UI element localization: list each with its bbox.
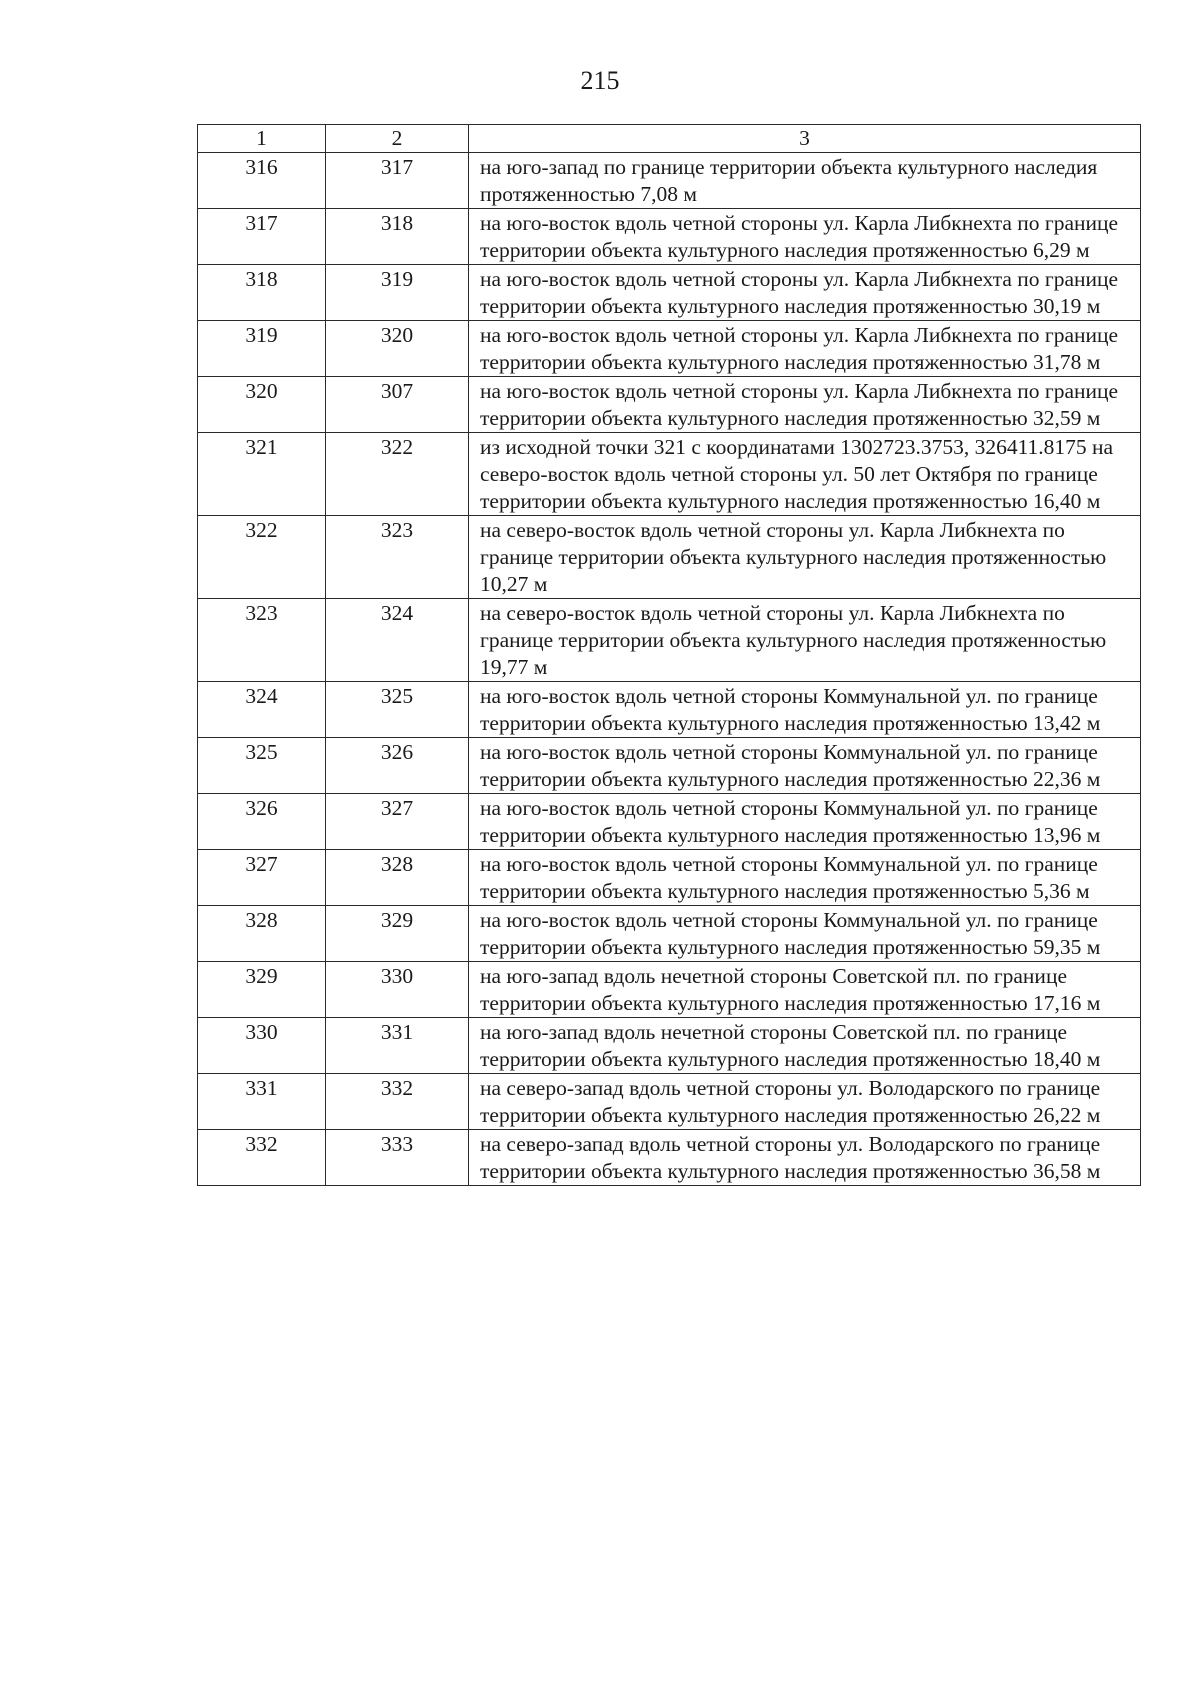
- from-point-cell: 320: [198, 377, 326, 433]
- boundary-table: [197, 124, 1141, 1186]
- to-point-cell: 326: [326, 738, 469, 794]
- description-cell: на северо-запад вдоль четной стороны ул. Володарского по границе территории объекта культурного наследия протяженностью 26,22 м: [469, 1074, 1141, 1130]
- to-point-cell: 331: [326, 1018, 469, 1074]
- table-row: [198, 682, 1141, 738]
- to-point-cell: 323: [326, 516, 469, 599]
- column-header-from-point: 1: [198, 125, 326, 153]
- to-point-cell: 325: [326, 682, 469, 738]
- table-row: [198, 433, 1141, 516]
- description-cell: на юго-запад вдоль нечетной стороны Советской пл. по границе территории объекта культурного наследия протяженностью 18,40 м: [469, 1018, 1141, 1074]
- table-row: [198, 794, 1141, 850]
- to-point-cell: 317: [326, 153, 469, 209]
- description-cell: на юго-восток вдоль четной стороны Коммунальной ул. по границе территории объекта культурного наследия протяженностью 13,96 м: [469, 794, 1141, 850]
- to-point-cell: 322: [326, 433, 469, 516]
- from-point-cell: 323: [198, 599, 326, 682]
- description-cell: на юго-восток вдоль четной стороны Коммунальной ул. по границе территории объекта культурного наследия протяженностью 13,42 м: [469, 682, 1141, 738]
- to-point-cell: 332: [326, 1074, 469, 1130]
- from-point-cell: 322: [198, 516, 326, 599]
- to-point-cell: 320: [326, 321, 469, 377]
- table-row: [198, 377, 1141, 433]
- description-cell: на юго-восток вдоль четной стороны ул. Карла Либкнехта по границе территории объекта культурного наследия протяженностью 32,59 м: [469, 377, 1141, 433]
- description-cell: на юго-запад по границе территории объекта культурного наследия протяженностью 7,08 м: [469, 153, 1141, 209]
- to-point-cell: 329: [326, 906, 469, 962]
- to-point-cell: 333: [326, 1130, 469, 1186]
- from-point-cell: 316: [198, 153, 326, 209]
- description-cell: из исходной точки 321 с координатами 1302723.3753, 326411.8175 на северо-восток вдоль четной стороны ул. 50 лет Октября по границе территории объекта культурного наследия протяженностью 16,40 м: [469, 433, 1141, 516]
- from-point-cell: 331: [198, 1074, 326, 1130]
- from-point-cell: 327: [198, 850, 326, 906]
- column-header-description: 3: [469, 125, 1141, 153]
- description-cell: на северо-восток вдоль четной стороны ул. Карла Либкнехта по границе территории объекта культурного наследия протяженностью 19,77 м: [469, 599, 1141, 682]
- table-row: [198, 1074, 1141, 1130]
- to-point-cell: 328: [326, 850, 469, 906]
- from-point-cell: 326: [198, 794, 326, 850]
- description-cell: на юго-восток вдоль четной стороны Коммунальной ул. по границе территории объекта культурного наследия протяженностью 22,36 м: [469, 738, 1141, 794]
- from-point-cell: 321: [198, 433, 326, 516]
- table-row: [198, 1130, 1141, 1186]
- table-row: [198, 962, 1141, 1018]
- page-number: 215: [580, 66, 620, 95]
- from-point-cell: 324: [198, 682, 326, 738]
- table-row: [198, 906, 1141, 962]
- description-cell: на юго-восток вдоль четной стороны ул. Карла Либкнехта по границе территории объекта культурного наследия протяженностью 31,78 м: [469, 321, 1141, 377]
- to-point-cell: 324: [326, 599, 469, 682]
- description-cell: на юго-запад вдоль нечетной стороны Советской пл. по границе территории объекта культурного наследия протяженностью 17,16 м: [469, 962, 1141, 1018]
- table-row: [198, 153, 1141, 209]
- table-row: [198, 321, 1141, 377]
- from-point-cell: 330: [198, 1018, 326, 1074]
- from-point-cell: 319: [198, 321, 326, 377]
- from-point-cell: 318: [198, 265, 326, 321]
- to-point-cell: 307: [326, 377, 469, 433]
- table-row: [198, 738, 1141, 794]
- from-point-cell: 325: [198, 738, 326, 794]
- description-cell: на юго-восток вдоль четной стороны Коммунальной ул. по границе территории объекта культурного наследия протяженностью 59,35 м: [469, 906, 1141, 962]
- from-point-cell: 329: [198, 962, 326, 1018]
- to-point-cell: 327: [326, 794, 469, 850]
- table-row: [198, 516, 1141, 599]
- table-row: [198, 850, 1141, 906]
- from-point-cell: 332: [198, 1130, 326, 1186]
- column-header-to-point: 2: [326, 125, 469, 153]
- description-cell: на северо-восток вдоль четной стороны ул. Карла Либкнехта по границе территории объекта культурного наследия протяженностью 10,27 м: [469, 516, 1141, 599]
- to-point-cell: 318: [326, 209, 469, 265]
- description-cell: на северо-запад вдоль четной стороны ул. Володарского по границе территории объекта культурного наследия протяженностью 36,58 м: [469, 1130, 1141, 1186]
- to-point-cell: 330: [326, 962, 469, 1018]
- description-cell: на юго-восток вдоль четной стороны Коммунальной ул. по границе территории объекта культурного наследия протяженностью 5,36 м: [469, 850, 1141, 906]
- table-row: [198, 265, 1141, 321]
- table-header-row: [198, 125, 1141, 153]
- from-point-cell: 328: [198, 906, 326, 962]
- from-point-cell: 317: [198, 209, 326, 265]
- table-row: [198, 1018, 1141, 1074]
- table-row: [198, 209, 1141, 265]
- description-cell: на юго-восток вдоль четной стороны ул. Карла Либкнехта по границе территории объекта культурного наследия протяженностью 30,19 м: [469, 265, 1141, 321]
- table-body: [198, 153, 1141, 1186]
- description-cell: на юго-восток вдоль четной стороны ул. Карла Либкнехта по границе территории объекта культурного наследия протяженностью 6,29 м: [469, 209, 1141, 265]
- table-row: [198, 599, 1141, 682]
- to-point-cell: 319: [326, 265, 469, 321]
